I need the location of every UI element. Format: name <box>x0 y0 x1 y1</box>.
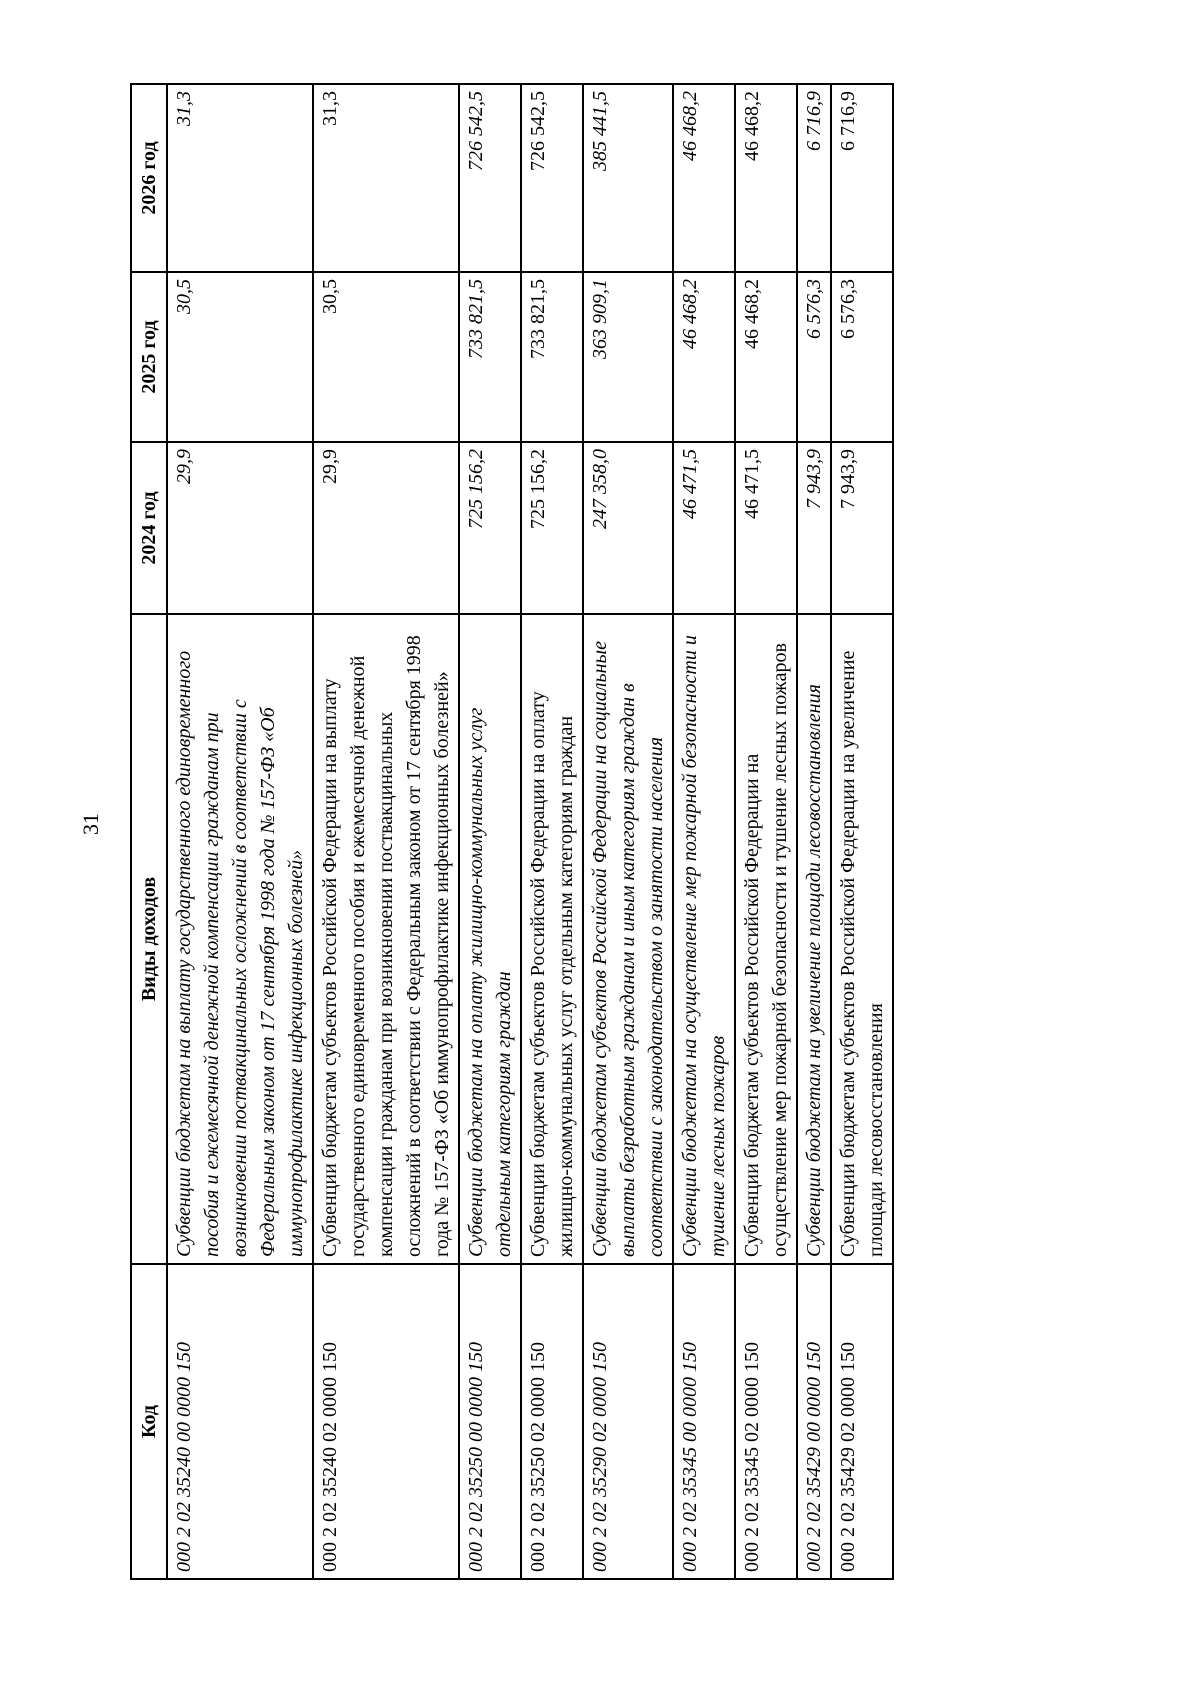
table-row <box>583 84 673 1579</box>
row-value-2024: 7 943,9 <box>831 442 893 614</box>
row-name: Субвенции бюджетам субъектов Российской Федерации на оплату жилищно-коммунальных услуг отдельным категориям граждан <box>521 614 583 1264</box>
row-value-2025: 6 576,3 <box>831 272 893 442</box>
row-value-2026: 726 542,5 <box>521 84 583 272</box>
row-value-2026: 46 468,2 <box>735 84 797 272</box>
header-2024: 2024 год <box>131 442 167 614</box>
page-number: 31 <box>78 813 103 835</box>
table-header-row <box>131 84 167 1579</box>
row-value-2025: 46 468,2 <box>673 272 735 442</box>
row-code: 000 2 02 35250 02 0000 150 <box>521 1264 583 1579</box>
row-code: 000 2 02 35290 02 0000 150 <box>583 1264 673 1579</box>
row-code: 000 2 02 35240 02 0000 150 <box>313 1264 459 1579</box>
row-value-2024: 247 358,0 <box>583 442 673 614</box>
row-value-2025: 46 468,2 <box>735 272 797 442</box>
row-value-2024: 725 156,2 <box>459 442 521 614</box>
row-code: 000 2 02 35240 00 0000 150 <box>167 1264 313 1579</box>
header-code: Код <box>131 1264 167 1579</box>
row-name: Субвенции бюджетам на осуществление мер пожарной безопасности и тушение лесных пожаров <box>673 614 735 1264</box>
row-name: Субвенции бюджетам на выплату государственного единовременного пособия и ежемесячной денежной компенсации гражданам при возникновении поствакцинальных осложнений в соответствии с Федеральным законом от 17 сентября 1998 года № 157-ФЗ «Об иммунопрофилактике инфекционных болезней» <box>167 614 313 1264</box>
row-value-2026: 6 716,9 <box>797 84 831 272</box>
row-code: 000 2 02 35429 02 0000 150 <box>831 1264 893 1579</box>
rotated-table-wrapper <box>130 85 1150 1580</box>
row-value-2025: 733 821,5 <box>459 272 521 442</box>
row-value-2025: 30,5 <box>313 272 459 442</box>
row-code: 000 2 02 35250 00 0000 150 <box>459 1264 521 1579</box>
table-row <box>831 84 893 1579</box>
header-2026: 2026 год <box>131 84 167 272</box>
row-name: Субвенции бюджетам на оплату жилищно-коммунальных услуг отдельным категориям граждан <box>459 614 521 1264</box>
row-name: Субвенции бюджетам на увеличение площади лесовосстановления <box>797 614 831 1264</box>
table-row <box>735 84 797 1579</box>
row-value-2026: 6 716,9 <box>831 84 893 272</box>
row-name: Субвенции бюджетам субъектов Российской Федерации на увеличение площади лесовосстановления <box>831 614 893 1264</box>
table-row <box>673 84 735 1579</box>
row-code: 000 2 02 35429 00 0000 150 <box>797 1264 831 1579</box>
table-row <box>313 84 459 1579</box>
row-name: Субвенции бюджетам субъектов Российской Федерации на социальные выплаты безработным гражданам и иным категориям граждан в соответствии с законодательством о занятости населения <box>583 614 673 1264</box>
row-value-2025: 6 576,3 <box>797 272 831 442</box>
row-name: Субвенции бюджетам субъектов Российской Федерации на осуществление мер пожарной безопасности и тушение лесных пожаров <box>735 614 797 1264</box>
row-value-2024: 46 471,5 <box>735 442 797 614</box>
row-value-2024: 46 471,5 <box>673 442 735 614</box>
row-name: Субвенции бюджетам субъектов Российской Федерации на выплату государственного единовременного пособия и ежемесячной денежной компенсации гражданам при возникновении поствакцинальных осложнений в соответствии с Федеральным законом от 17 сентября 1998 года № 157-ФЗ «Об иммунопрофилактике инфекционных болезней» <box>313 614 459 1264</box>
row-code: 000 2 02 35345 00 0000 150 <box>673 1264 735 1579</box>
row-value-2024: 29,9 <box>167 442 313 614</box>
row-value-2025: 363 909,1 <box>583 272 673 442</box>
header-2025: 2025 год <box>131 272 167 442</box>
row-value-2026: 385 441,5 <box>583 84 673 272</box>
table-row <box>797 84 831 1579</box>
row-value-2025: 733 821,5 <box>521 272 583 442</box>
table-row <box>521 84 583 1579</box>
row-value-2025: 30,5 <box>167 272 313 442</box>
row-value-2024: 29,9 <box>313 442 459 614</box>
row-value-2026: 31,3 <box>313 84 459 272</box>
row-value-2026: 31,3 <box>167 84 313 272</box>
header-name: Виды доходов <box>131 614 167 1264</box>
table-row <box>459 84 521 1579</box>
row-code: 000 2 02 35345 02 0000 150 <box>735 1264 797 1579</box>
row-value-2026: 726 542,5 <box>459 84 521 272</box>
table-row <box>167 84 313 1579</box>
revenue-table <box>130 83 894 1580</box>
row-value-2024: 7 943,9 <box>797 442 831 614</box>
row-value-2024: 725 156,2 <box>521 442 583 614</box>
row-value-2026: 46 468,2 <box>673 84 735 272</box>
